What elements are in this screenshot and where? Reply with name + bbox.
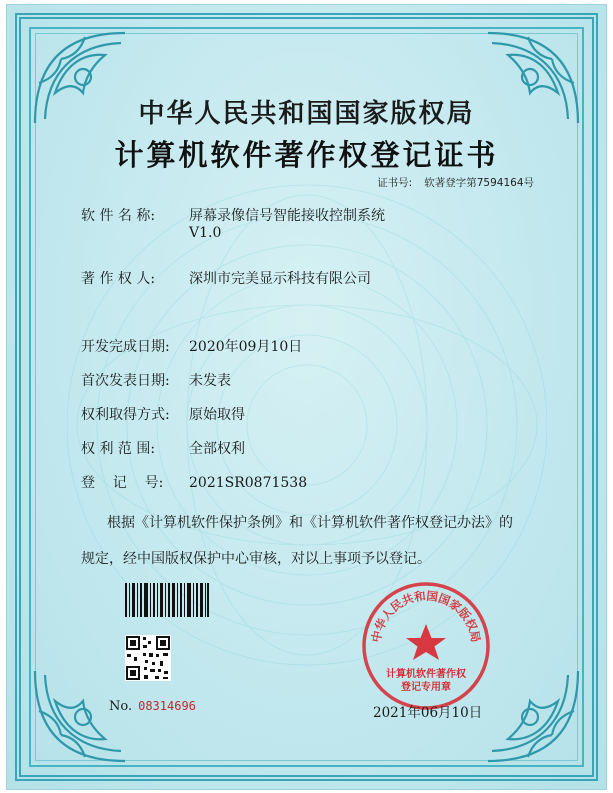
field-label: 软 件 名 称: bbox=[81, 208, 156, 224]
field-label: 登 记 号: bbox=[81, 475, 164, 491]
field-value: 深圳市完美显示科技有限公司 bbox=[189, 271, 371, 287]
serial-number bbox=[109, 699, 196, 714]
field-value: 全部权利 bbox=[189, 441, 245, 457]
field-label: 著 作 权 人: bbox=[81, 271, 156, 287]
field-label: 权利取得方式: bbox=[81, 407, 170, 423]
seal-outer-text: 中华人民共和国国家版权局 bbox=[368, 588, 484, 644]
issue-date: 2021年06月10日 bbox=[373, 705, 483, 721]
certificate-number-value: 软著登字第7594164号 bbox=[424, 177, 534, 189]
issuing-authority: 中华人民共和国国家版权局 bbox=[138, 99, 475, 129]
field-value: 2020年09月10日 bbox=[189, 339, 303, 355]
serial-number-label: No. bbox=[109, 699, 133, 714]
serial-number-value: 08314696 bbox=[138, 699, 196, 713]
field-value: 原始取得 bbox=[189, 407, 245, 423]
field-label: 首次发表日期: bbox=[81, 373, 170, 389]
field-software-name bbox=[81, 205, 385, 241]
certificate-number bbox=[377, 175, 534, 190]
field-value-version: V1.0 bbox=[189, 225, 222, 241]
field-copyright-owner bbox=[81, 268, 371, 288]
field-registration-number bbox=[81, 472, 307, 492]
seal-inner-line-2: 登记专用章 bbox=[401, 682, 451, 693]
field-value: 未发表 bbox=[189, 373, 231, 389]
statement-line-2: 规定，经中国版权保护中心审核，对以上事项予以登记。 bbox=[81, 551, 431, 567]
barcode bbox=[125, 583, 209, 617]
official-seal bbox=[360, 580, 492, 712]
statement-line-1: 根据《计算机软件保护条例》和《计算机软件著作权登记办法》的 bbox=[107, 515, 513, 531]
field-label: 权 利 范 围: bbox=[81, 441, 156, 457]
field-rights-scope bbox=[81, 438, 245, 458]
field-value: 屏幕录像信号智能接收控制系统 bbox=[189, 208, 385, 224]
certificate-title: 计算机软件著作权登记证书 bbox=[114, 138, 499, 172]
field-acquisition-method bbox=[81, 404, 245, 424]
certificate-paper bbox=[6, 4, 607, 790]
field-completion-date bbox=[81, 336, 302, 356]
certificate-number-label: 证书号: bbox=[377, 177, 413, 189]
field-first-publication-date bbox=[81, 370, 231, 390]
seal-inner-line-1: 计算机软件著作权 bbox=[386, 669, 466, 680]
qr-code bbox=[125, 635, 171, 681]
field-value: 2021SR0871538 bbox=[189, 475, 308, 491]
field-label: 开发完成日期: bbox=[81, 339, 170, 355]
